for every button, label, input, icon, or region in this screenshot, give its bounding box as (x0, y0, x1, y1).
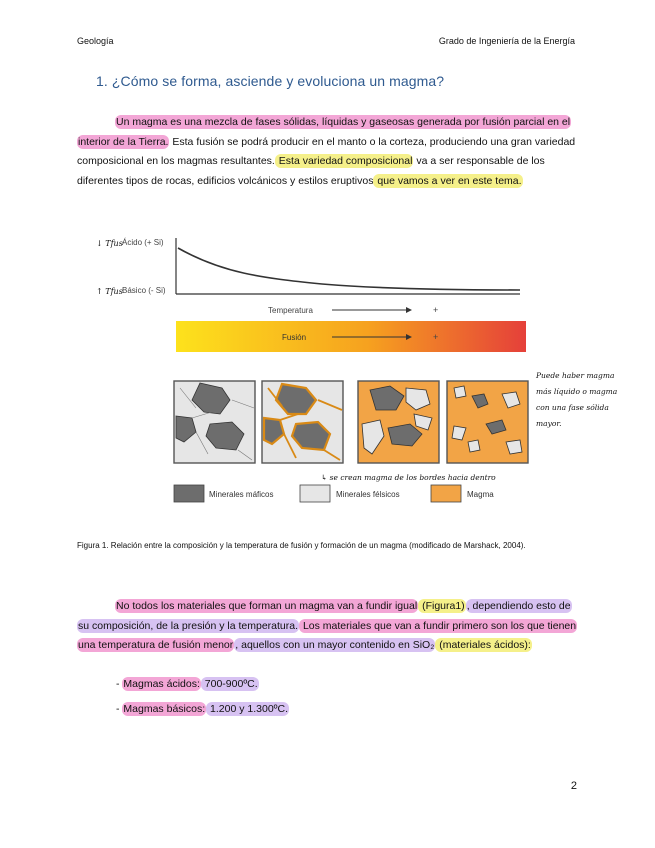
bullet-acid (116, 678, 259, 690)
header-degree: Grado de Ingeniería de la Energía (438, 36, 575, 46)
hw-note-line4: mayor. (536, 419, 562, 428)
text-fusion: Esta fusión se podrá producir en el manto o la corteza, produciendo una gran variedad composicional en los magmas resultantes. (77, 135, 576, 167)
highlight-definition: Un magma es una mezcla de fases sólidas, líquidas y gaseosas generada por fusión parcial en el interior de la Tierra. (78, 116, 571, 148)
highlight-not-all: No todos los materiales que forman un magma van a fundir igual (116, 600, 418, 612)
text-responsible: va a ser responsable de los diferentes tipos de rocas, edificios volcánicos y estilos eruptivos (77, 155, 545, 187)
temperature-arrowhead (406, 307, 412, 313)
highlight-depending: , dependiendo esto de su composición, de la presión y la temperatura. (78, 600, 571, 632)
highlight-melt-first: Los materiales que van a fundir primero son los que tienen una temperatura de fusión menor (78, 619, 577, 651)
hw-tfus-bottom: ↑ Tfus (96, 287, 123, 296)
bullet-basic-value: 1.200 y 1.300ºC. (207, 703, 289, 715)
page-number: 2 (570, 780, 577, 792)
hw-note-line3: con una fase sólida (536, 403, 609, 412)
figure-caption: Figura 1. Relación entre la composición y la temperatura de fusión y formación de un magma (modificado de Marshack, 2004). (77, 541, 526, 550)
bullet-dash: - (116, 678, 123, 690)
acid-label: Ácido (+ Si) (122, 238, 164, 247)
legend-label-mafic: Minerales máficos (209, 490, 274, 499)
panel-magma (447, 381, 528, 463)
panel-solid-rock (174, 381, 255, 463)
highlight-theme: que vamos a ver en este tema. (374, 174, 522, 187)
header-subject: Geología (77, 36, 114, 46)
fusion-label: Fusión (282, 333, 307, 342)
legend-swatch-magma (431, 485, 461, 502)
legend-label-magma: Magma (467, 490, 494, 499)
fusion-plus: + (433, 332, 439, 342)
highlight-sio2: , aquellos con un mayor contenido en SiO₂ (235, 639, 435, 651)
figure-legend (174, 485, 494, 502)
temperature-label: Temperatura (268, 306, 313, 315)
legend-label-felsic: Minerales félsicos (336, 490, 400, 499)
highlight-acid: (materiales ácidos): (436, 639, 531, 651)
melting-figure (92, 228, 618, 510)
bullet-basic (116, 703, 289, 715)
bullet-acid-label: Magmas ácidos: (123, 678, 200, 690)
bullet-basic-label: Magmas básicos: (123, 703, 206, 715)
panel-incipient-melt (262, 381, 343, 463)
paragraph-1 (77, 113, 581, 191)
highlight-variety: Esta variedad composicional (275, 155, 413, 167)
bullet-dash: - (116, 703, 123, 715)
basic-label: Básico (- Si) (122, 286, 166, 295)
hw-bottom-note: ↳ se crean magma de los bordes hacia dentro (321, 473, 496, 482)
melting-curve (178, 248, 520, 290)
section-title: 1. ¿Cómo se forma, asciende y evoluciona un magma? (96, 73, 445, 89)
hw-note-line1: Puede haber magma (536, 371, 615, 380)
highlight-figure-ref: (Figura1) (419, 600, 465, 612)
legend-swatch-felsic (300, 485, 330, 502)
hw-note-line2: más líquido o magma (536, 387, 618, 396)
hw-tfus-top: ↓ Tfus (96, 239, 123, 248)
legend-swatch-mafic (174, 485, 204, 502)
bullet-acid-value: 700-900ºC. (201, 678, 258, 690)
paragraph-2 (77, 597, 581, 656)
panel-partial-melt (358, 381, 439, 463)
temperature-plus: + (433, 305, 439, 315)
